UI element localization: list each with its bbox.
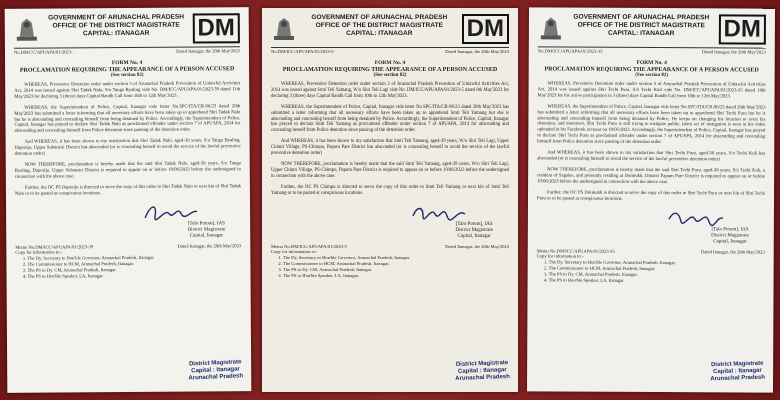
- official-stamp: District Magistrate Capital : Itanagar Arunachal Pradesh: [455, 360, 511, 382]
- reference-number: No.DM/ICC/APUAPA/01/2023-35: [537, 48, 603, 54]
- form-number: FORM No. 4: [111, 59, 143, 67]
- list-item: 1. The Dy. Secretary to Hon'ble Governor, Arunachal Pradesh, Itanagar.: [283, 255, 509, 261]
- state-emblem-icon: [538, 13, 564, 43]
- signature-block: [Talo Potom], IAS District Magistrate Capital, Itanagar: [15, 201, 241, 243]
- proclamation-title: PROCLAMATION REQUIRING THE APPEARANCE OF A PERSON ACCUSED: [544, 66, 759, 74]
- paragraph: And WHEREAS, it has been shown to my satisfaction that Shri Tadak Nalo, aged-30 years, S/o Tanga Byaling, Daporijo, Upper Subansiri District has absconded (or is concealing herself to avoid the service of the lawful preventive detention order): [14, 138, 241, 157]
- paragraph: Further, the OC PS Doimukh is directed to serve the copy of this order to Shri Techi Puru or next kin of Shri Techi Puru or to be pasted at conspicuous locations.: [536, 190, 766, 202]
- dm-mark: DM: [718, 14, 765, 44]
- list-item: 4. The PS to Hon'ble Speaker, LA, Itanagar.: [283, 273, 509, 279]
- letterhead: [538, 13, 766, 44]
- office-name: GOVERNMENT OF ARUNACHAL PRADESH OFFICE OF THE DISTRICT MAGISTRATE CAPITAL: ITANAGAR: [48, 13, 185, 38]
- paragraph: NOW THEREFORE, proclamation is hereby made that the said Smti Teli Yamang, aged-39 years, W/o Shri Teli Lagi, Upper Chimri Village, PS-Chimpu, Papum Pare District is required to appear on or before 19/06/2023 before the undersigned in connection with the above case.: [271, 161, 509, 179]
- copy-list: Copy for information to:- 1. The Dy. Secretary to Hon'ble Governor, Arunachal Pradesh, Itanagar. 2. The Commissioner to HCM, Arunachal Pradesh, Itanagar. 3. The PS to Dy. CM, Arunachal Pradesh, Itanagar. 4. The PS to Hon'ble Speaker, LA, Itanagar.: [537, 254, 765, 285]
- official-stamp: District Magistrate Capital : Itanagar Arunachal Pradesh: [710, 360, 766, 383]
- signatory-name: [Talo Potom], IAS: [455, 221, 493, 227]
- section-ref: (See section 82): [110, 72, 144, 79]
- signature-icon: [665, 207, 725, 229]
- paragraph: Further, the OC PS Daporijo is directed to serve the copy of this order to Shri Tadak Nalo or next kin of Shri Tadak Nalo or to be pasted at conspicuous locations.: [14, 183, 241, 197]
- signature-block: [Talo Potom], IAS District Magistrate Capital, Itanagar: [271, 202, 509, 242]
- dm-mark: DM: [192, 13, 240, 43]
- letterhead: [14, 13, 240, 45]
- paragraph: WHEREAS, Preventive Detention order under section 3 of Arunachal Pradesh Prevention of Unlawful Activities Act, 2014 was issued against Smti Teli Yamang, W/o Shri Teli Lagi vide No. DM/ICC/APUAPA/01/2023-5 dated 8th May'2023 for declaring 3 (three) days Capital Bandh Call from 10th to 12th May'2023.: [271, 82, 509, 99]
- signature-icon: [409, 202, 469, 224]
- form-number: FORM No. 4: [636, 59, 667, 67]
- dated: Dated Itanagar, the 20th May'2023: [445, 49, 509, 54]
- list-item: 3. The PS to Dy. CM, Arunachal Pradesh, Itanagar.: [549, 272, 765, 279]
- proclamation-title: PROCLAMATION REQUIRING THE APPEARANCE OF A PERSON ACCUSED: [19, 66, 235, 74]
- official-stamp: District Magistrate Capital : Itanagar Arunachal Pradesh: [188, 359, 244, 382]
- list-item: 2. The Commissioner to HCM, Arunachal Pradesh, Itanagar.: [27, 260, 241, 267]
- reference-line: [538, 46, 766, 54]
- copy-list: Copy for information to:- 1. The Dy. Secretary to Hon'ble Governor, Arunachal Pradesh, Itanagar. 2. The Commissioner to HCM, Arunachal Pradesh, Itanagar. 3. The PS to Dy. CM, Arunachal Pradesh, Itanagar. 4. The PS to Hon'ble Speaker, LA, Itanagar.: [271, 249, 509, 279]
- signature-icon: [141, 201, 201, 223]
- dated: Dated Itanagar, the 20th May'2023: [701, 49, 766, 55]
- memo-line: Memo No.DM/ICC/APUAPA/01/2023-35 Dated Itanagar, the 20th May'2023: [536, 248, 765, 256]
- proclamation-title: PROCLAMATION REQUIRING THE APPEARANCE OF A PERSON ACCUSED: [282, 67, 498, 73]
- list-item: 2. The Commissioner to HCM, Arunachal Pradesh, Itanagar.: [283, 261, 509, 267]
- proclamation-page-2: [262, 8, 518, 392]
- dm-mark: DM: [462, 14, 509, 44]
- reference-line: [14, 46, 240, 55]
- signatory-name: [Talo Potom], IAS: [711, 227, 749, 233]
- section-ref: (See section 82): [635, 72, 669, 79]
- memo-line: Memo No.DM/ICC/APUAPA/01/2023-5 Dated Itanagar, the 20th May'2023: [271, 243, 509, 249]
- list-item: 3. The PS to Dy. CM, Arunachal Pradesh, Itanagar.: [283, 267, 509, 273]
- list-item: 1. The Dy. Secretary to Hon'ble Governor, Arunachal Pradesh, Itanagar.: [549, 260, 765, 267]
- paragraph: And WHEREAS, it has been shown to my satisfaction that Shri Techi Puru, aged-38 years, S/o Techi Kuli has absconded (or is concealing himself to avoid the service of the lawful preventive detention order): [537, 150, 766, 163]
- reference-line: [271, 47, 509, 54]
- list-item: 2. The Commissioner to HCM, Arunachal Pradesh, Itanagar.: [549, 266, 765, 273]
- paragraph: WHEREAS, Preventive Detention order under section 3 of Arunachal Pradesh Prevention of Unlawful Activities Act, 2014 was issued against Shri Techi Puru, S/o Techi Kuli vide No. DM/ICC/APUAPA/01/2023-35 dated 10th May'2023 for his active participation in 3 (three) days Capital Bandh Call from 10th to 12th May'2023.: [537, 81, 766, 100]
- list-item: 1. The Dy. Secretary to Hon'ble Governor, Arunachal Pradesh, Itanagar.: [27, 254, 241, 261]
- letterhead: [271, 14, 509, 44]
- list-item: 3. The PS to Dy. CM, Arunachal Pradesh, Itanagar.: [27, 266, 241, 273]
- paragraph: WHEREAS, Preventive Detention order under section 3 of Arunachal Pradesh Prevention of Unlawful Activities Act, 2014 was issued against Shri Tadak Nalo, S/o Tanga Byaling vide No. DM/ICC/APUAPA/01/2023-39 dated 11th May'2023 for declaring 3 (three) days Capital Bandh Call from 10th to 12th May'2023.: [14, 81, 241, 100]
- reference-number: No.DM/CC/APUAPA/01/2023-: [13, 49, 73, 55]
- copy-list: Copy for information to:- 1. The Dy. Secretary to Hon'ble Governor, Arunachal Pradesh, Itanagar. 2. The Commissioner to HCM, Arunachal Pradesh, Itanagar. 3. The PS to Dy. CM, Arunachal Pradesh, Itanagar. 4. The PS to Hon'ble Speaker, LA, Itanagar.: [15, 248, 241, 280]
- form-number: FORM No. 4: [374, 60, 406, 66]
- dated: Dated Itanagar, the 20th May'2023: [176, 48, 240, 54]
- proclamation-page-3: [527, 7, 775, 392]
- memo-line: Memo No.DM/ICC/APUAPA/01/2023-39 Dated Itanagar, the 20th May'2023: [15, 242, 242, 250]
- office-name: GOVERNMENT OF ARUNACHAL PRADESH OFFICE OF THE DISTRICT MAGISTRATE CAPITAL: ITANAGAR: [311, 14, 448, 37]
- list-item: 4. The PS to Hon'ble Speaker, LA, Itanagar.: [549, 278, 765, 285]
- paragraph: NOW THEREFORE, proclamation is hereby made that the said Shri Techi Puru, aged-38 years, S/o Techi Kuli, a resident of Sagalee, and presently residing at Doimukh, District Papum Pare District is required to appear on or before 19/06/2023 before the undersigned in connection with the above case.: [537, 167, 766, 185]
- section-ref: (See section 82): [373, 73, 407, 78]
- signatory-name: [Talo Potom], IAS: [187, 220, 225, 227]
- state-emblem-icon: [271, 14, 297, 44]
- paragraph: And WHEREAS, it has been shown to my satisfaction that Smti Teli Yamang, aged-39 years, W/o Shri Teli Lagi, Upper Chimri Village, PS-Chimpu, Papum Pare District has absconded (or is concealing herself to avoid the service of the lawful preventive detention order): [271, 139, 509, 157]
- paragraph: WHEREAS, the Superintendent of Police, Capital, Itanagar vide letter No.SPC/ITA/CR-96/23 dated 20th May'2023 has submitted a letter informing that all necessary efforts have been taken up to apprehend Shri Tadak Nalo but he is absconding and concealing himself from being detained by Police. Accordingly, the Superintendent of Police, Capital, Itanagar has prayed to declare Shri Tadak Nalo as proclaimed offender under section 7 of APUAPA, 2014 for absconding and concealing himself from Police detention since passing of the detention order.: [14, 103, 241, 135]
- signature-block: [Talo Potom], IAS District Magistrate Capital, Itanagar: [537, 207, 765, 248]
- office-name: GOVERNMENT OF ARUNACHAL PRADESH OFFICE OF THE DISTRICT MAGISTRATE CAPITAL: ITANAGAR: [573, 13, 710, 38]
- paragraph: WHEREAS, the Superintendent of Police, Capital, Itanagar vide letter No.SPC/ITA/CR-96/23 dated 20th May'2023 has submitted a letter informing that all necessary efforts have been taken up to apprehend Shri Techi Puru but he is absconding and concealing himself from being detained by Police. He keeps on changing his location to avert his detention, and moreover, Shri Techi Puru is still trying to instigate public, latest act of instigation is seen in his video uploaded in his Facebook account on 18/05/2023. Accordingly, the Superintendent of Police, Capital, Itanagar has prayed to declare Shri Techi Puru as proclaimed offender under section 7 of APUAPA, 2014 for absconding and concealing himself from Police detention since passing of the detention order.: [537, 104, 766, 146]
- paragraph: NOW THEREFORE, proclamation is hereby made that the said Shri Tadak Nalo, aged-30 years, S/o Tanga Byaling, Daporijo, Upper Subansiri District is required to appear on or before 19/06/2023 before the undersigned in connection with the above case.: [14, 161, 241, 180]
- list-item: 4. The PS to Hon'ble Speaker, LA, Itanagar.: [28, 272, 242, 279]
- reference-number: No.DM/ICC/APUAPA/01/2023-5: [271, 49, 334, 54]
- paragraph: Further, the OC PS Chimpu is directed to serve the copy of this order to Smti Teli Yamang or next kin of Smti Teli Yamang or to be pasted at conspicuous locations.: [271, 184, 509, 196]
- proclamation-page-1: [5, 7, 252, 393]
- state-emblem-icon: [14, 15, 40, 45]
- paragraph: WHEREAS, the Superintendent of Police, Capital, Itanagar vide letter No.SPC/ITA/CR-96/23 dated 20th May'2023 has submitted a letter informing that all necessary efforts have been taken up to apprehend Smti Teli Yamang but she is absconding and concealing herself from being detained by Police. Accordingly, the Superintendent of Police, Capital, Itanagar has prayed to declare Smti Teli Yamang as proclaimed offender under section 7 of APUAPA, 2014 for absconding and concealing herself from Police detention since passing of the detention order.: [271, 104, 509, 134]
